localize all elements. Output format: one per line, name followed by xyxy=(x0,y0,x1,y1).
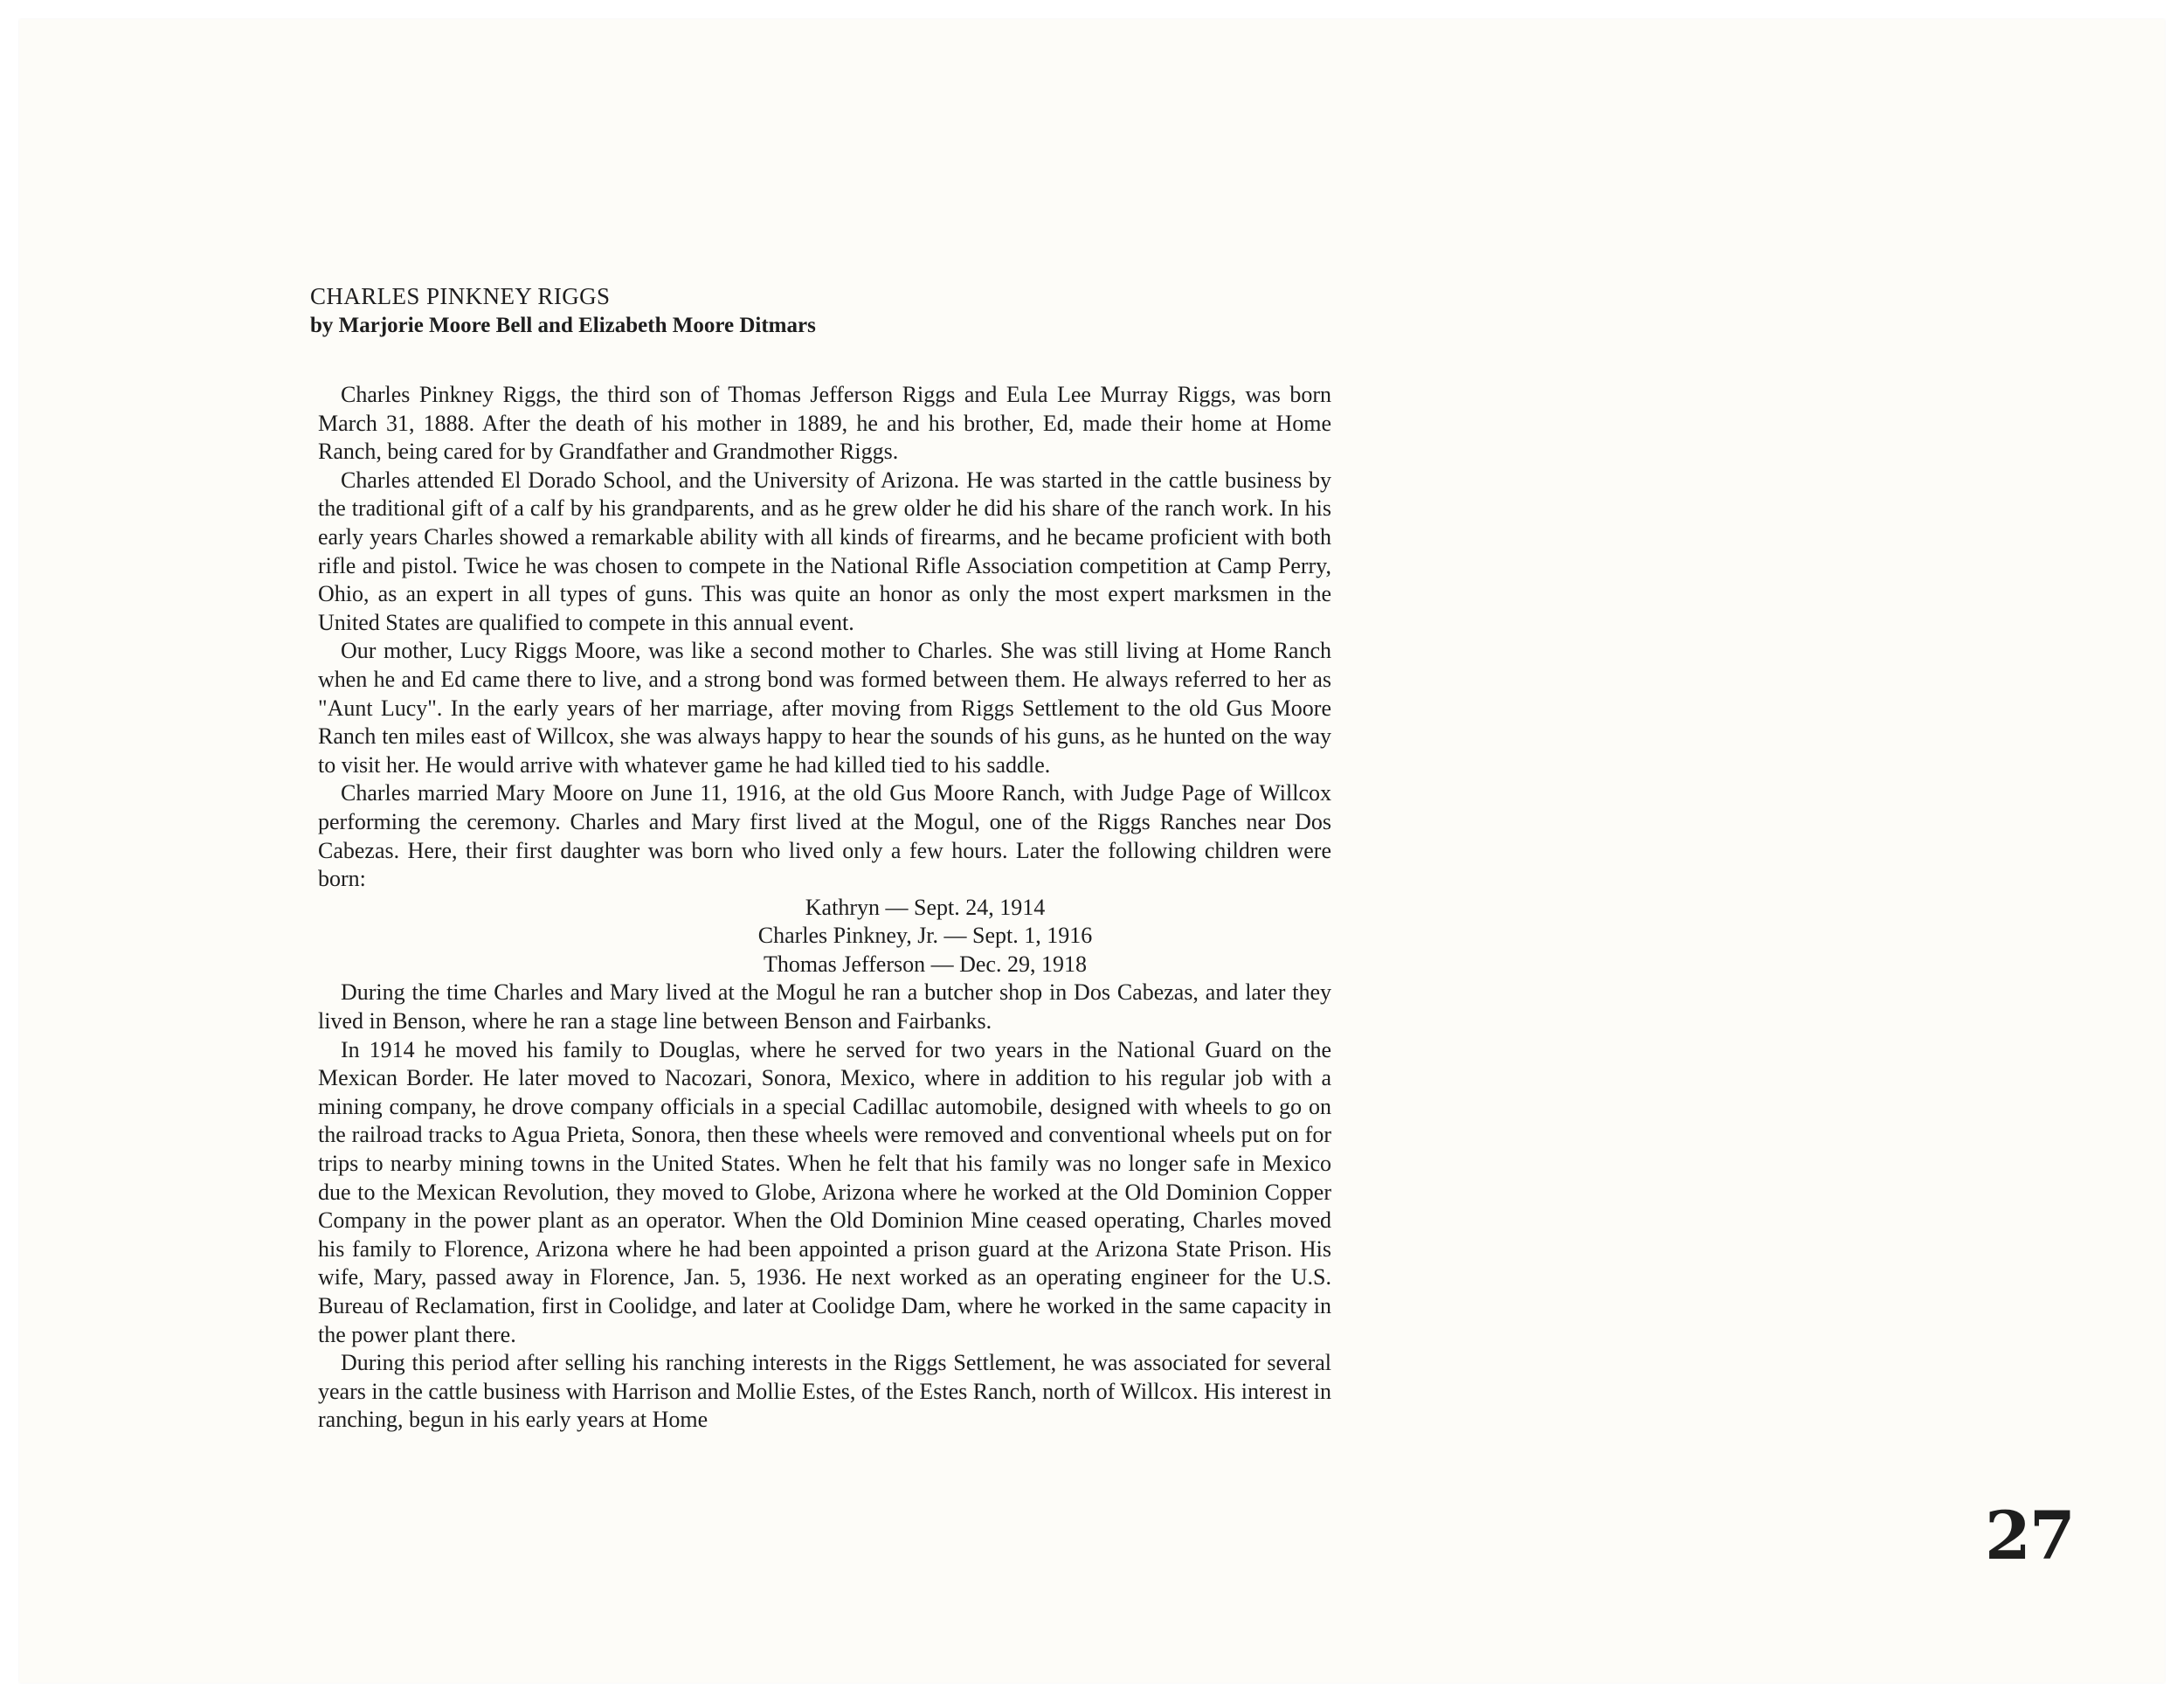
document-page xyxy=(19,19,2165,1683)
article-title: CHARLES PINKNEY RIGGS xyxy=(310,283,611,309)
paragraph: Charles attended El Dorado School, and the University of Arizona. He was started in the cattle business by the traditional gift of a calf by his grandparents, and as he grew older he did his share of the ranch work. In his early years Charles showed a remarkable ability with all kinds of firearms, and he became proficient with both rifle and pistol. Twice he was chosen to compete in the National Rifle Association competition at Camp Perry, Ohio, as an expert in all types of guns. This was quite an honor as only the most expert marksmen in the United States are qualified to compete in this annual event. xyxy=(318,467,1331,635)
paragraph: Our mother, Lucy Riggs Moore, was like a second mother to Charles. She was still living at Home Ranch when he and Ed came there to live, and a strong bond was formed between them. He always referred to her as "Aunt Lucy". In the early years of her marriage, after moving from Riggs Settlement to the old Gus Moore Ranch ten miles east of Willcox, she was always happy to hear the sounds of his guns, as he hunted on the way to visit her. He would arrive with whatever game he had killed tied to his saddle. xyxy=(318,638,1331,778)
paragraph: Charles Pinkney Riggs, the third son of Thomas Jefferson Riggs and Eula Lee Murray Riggs, was born March 31, 1888. After the death of his mother in 1889, he and his brother, Ed, made their home at Home Ranch, being cared for by Grandfather and Grandmother Riggs. xyxy=(318,382,1331,465)
child-entry: Kathryn — Sept. 24, 1914 xyxy=(805,894,1046,920)
article-body xyxy=(318,381,1331,1435)
paragraph: During this period after selling his ranching interests in the Riggs Settlement, he was associated for several years in the cattle business with Harrison and Mollie Estes, of the Estes Ranch, north of Willcox. His interest in ranching, begun in his early years at Home xyxy=(318,1350,1331,1433)
paragraph: Charles married Mary Moore on June 11, 1916, at the old Gus Moore Ranch, with Judge Page of Willcox performing the ceremony. Charles and Mary first lived at the Mogul, one of the Riggs Ranches near Dos Cabezas. Here, their first daughter was born who lived only a few hours. Later the following children were born: xyxy=(318,780,1331,892)
article-byline: by Marjorie Moore Bell and Elizabeth Moore Ditmars xyxy=(310,314,816,337)
children-list xyxy=(318,894,1331,979)
paragraph: During the time Charles and Mary lived at the Mogul he ran a butcher shop in Dos Cabezas, and later they lived in Benson, where he ran a stage line between Benson and Fairbanks. xyxy=(318,979,1331,1034)
child-entry: Charles Pinkney, Jr. — Sept. 1, 1916 xyxy=(757,923,1093,949)
page-number: 27 xyxy=(1985,1497,2074,1574)
paragraph: In 1914 he moved his family to Douglas, where he served for two years in the National Guard on the Mexican Border. He later moved to Nacozari, Sonora, Mexico, where in addition to his regular job with a mining company, he drove company officials in a special Cadillac automobile, designed with wheels to go on the railroad tracks to Agua Prieta, Sonora, then these wheels were removed and conventional wheels put on for trips to nearby mining towns in the United States. When he felt that his family was no longer safe in Mexico due to the Mexican Revolution, they moved to Globe, Arizona where he worked at the Old Dominion Copper Company in the power plant as an operator. When the Old Dominion Mine ceased operating, Charles moved his family to Florence, Arizona where he had been appointed a prison guard at the Arizona State Prison. His wife, Mary, passed away in Florence, Jan. 5, 1936. He next worked as an operating engineer for the U.S. Bureau of Reclamation, first in Coolidge, and later at Coolidge Dam, where he worked in the same capacity in the power plant there. xyxy=(318,1036,1331,1347)
child-entry: Thomas Jefferson — Dec. 29, 1918 xyxy=(764,951,1087,977)
